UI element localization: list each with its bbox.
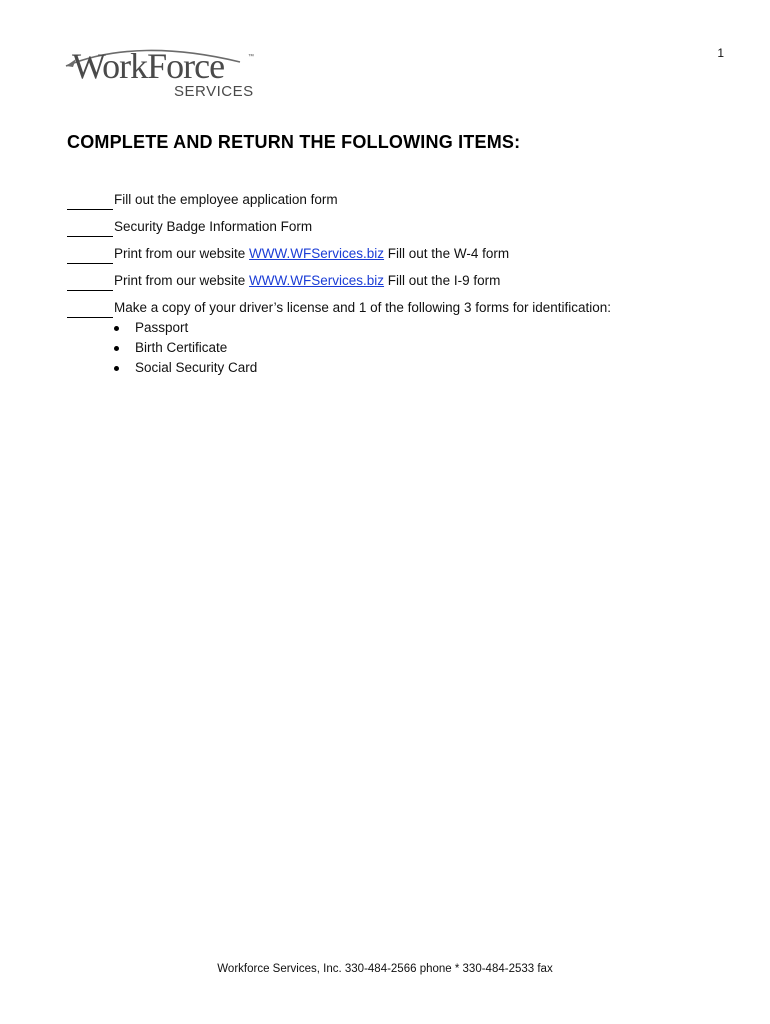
checkbox-blank — [67, 276, 113, 291]
checklist-item-application: Fill out the employee application form — [67, 190, 727, 217]
checklist-item-w4: Print from our website WWW.WFServices.biz Fill out the W-4 form — [67, 244, 727, 271]
checkbox-blank — [67, 303, 113, 318]
logo-trademark: ™ — [248, 54, 254, 60]
checkbox-blank — [67, 222, 113, 237]
list-item: Birth Certificate — [135, 338, 727, 358]
checklist-item-id-copy: Make a copy of your driver’s license and 1 of the following 3 forms for identification: — [67, 298, 727, 325]
website-link[interactable]: WWW.WFServices.biz — [249, 246, 385, 261]
footer-contact: Workforce Services, Inc. 330-484-2566 phone * 330-484-2533 fax — [217, 963, 553, 975]
id-forms-list — [67, 318, 727, 378]
list-item: Passport — [135, 318, 727, 338]
website-link[interactable]: WWW.WFServices.biz — [249, 273, 385, 288]
page-title: COMPLETE AND RETURN THE FOLLOWING ITEMS: — [67, 132, 521, 152]
page-number: 1 — [717, 46, 724, 60]
workforce-services-logo — [64, 36, 260, 100]
checklist — [67, 190, 727, 378]
checkbox-blank — [67, 249, 113, 264]
checklist-item-badge: Security Badge Information Form — [67, 217, 727, 244]
list-item: Social Security Card — [135, 358, 727, 378]
logo-subtext: SERVICES — [174, 83, 254, 100]
checklist-item-i9: Print from our website WWW.WFServices.biz Fill out the I-9 form — [67, 271, 727, 298]
logo-wordmark: WorkForce — [72, 46, 225, 86]
checkbox-blank — [67, 195, 113, 210]
